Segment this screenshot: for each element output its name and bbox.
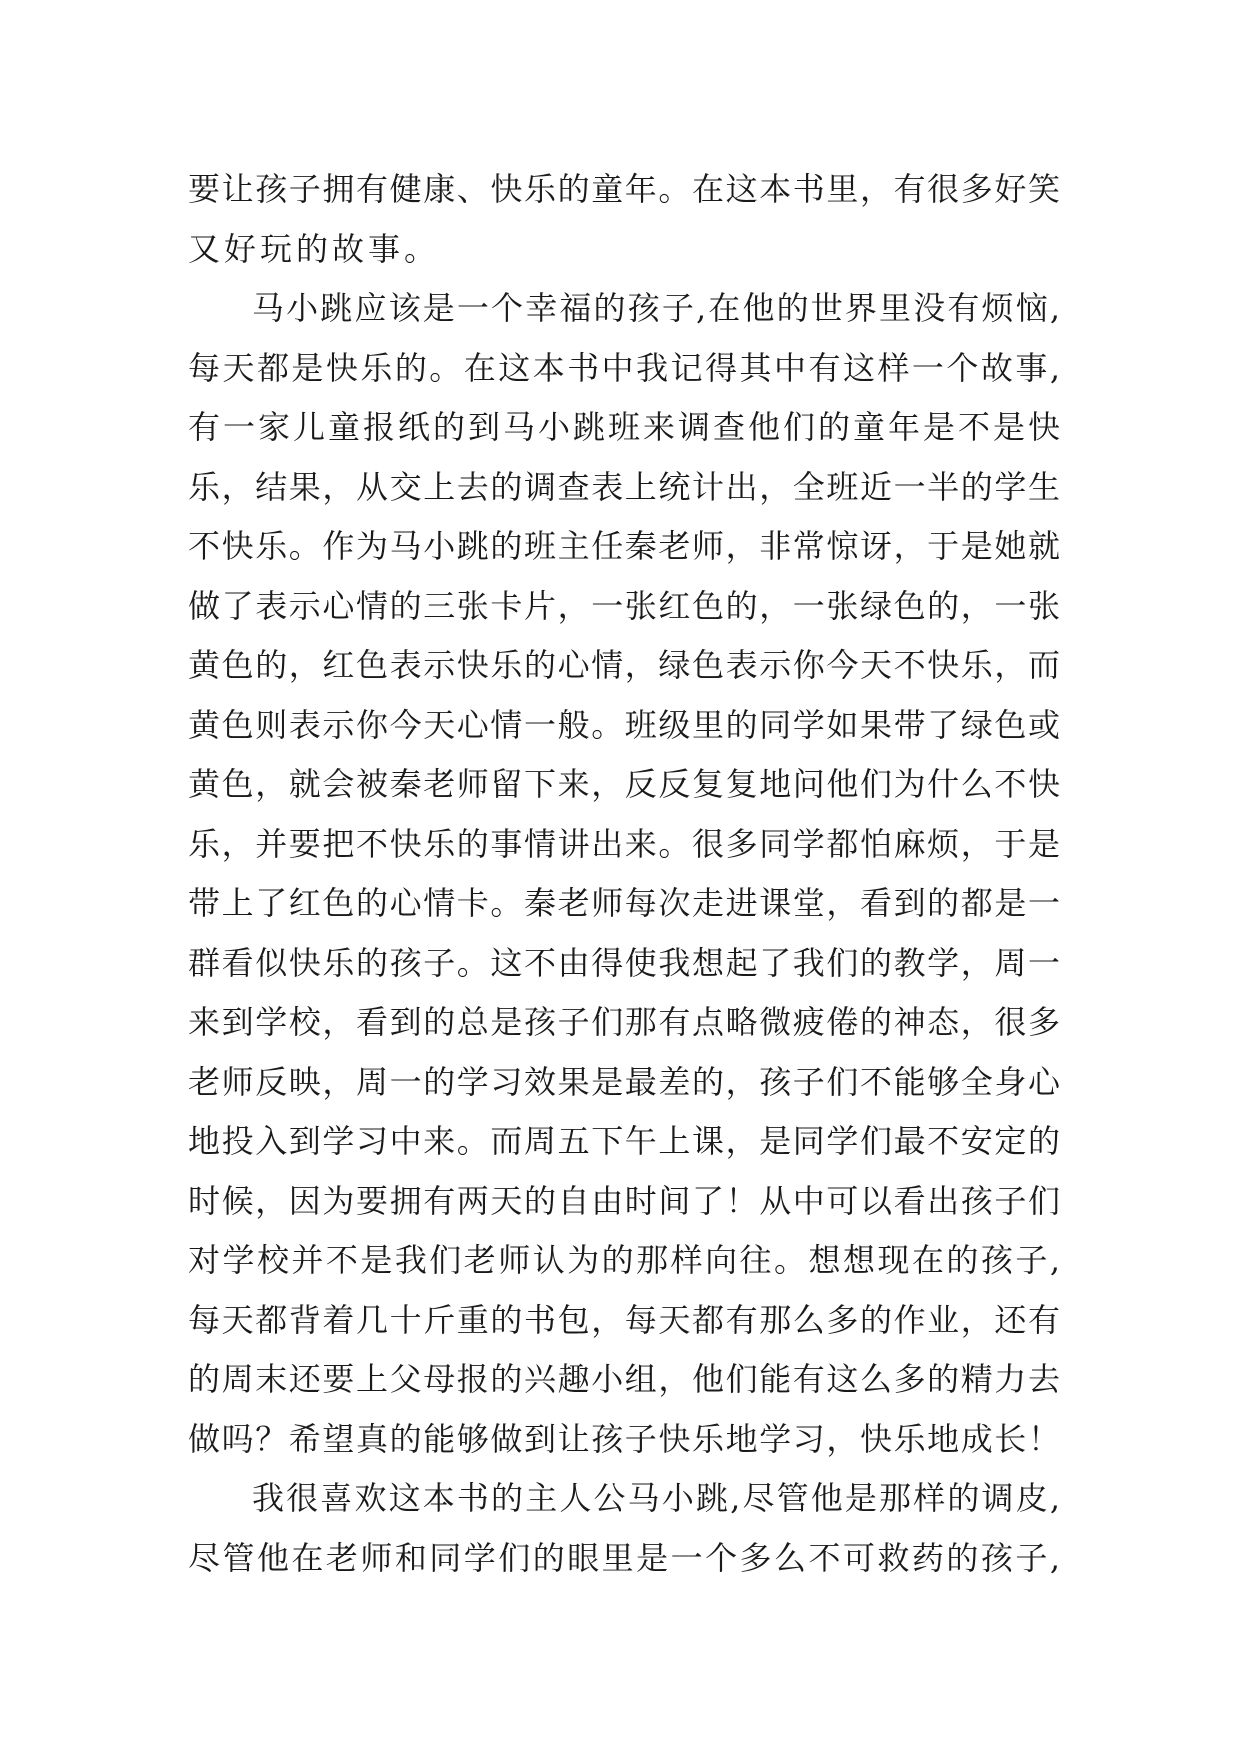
text-line: 尽管他在老师和同学们的眼里是一个多么不可救药的孩子, <box>188 1538 1063 1577</box>
text-line: 要让孩子拥有健康、快乐的童年。在这本书里，有很多好笑 <box>188 170 1062 208</box>
text-line: 老师反映，周一的学习效果是最差的，孩子们不能够全身心 <box>188 1062 1062 1101</box>
text-line: 有一家儿童报纸的到马小跳班来调查他们的童年是不是快 <box>188 408 1063 446</box>
text-line: 地投入到学习中来。而周五下午上课，是同学们最不安定的 <box>188 1122 1062 1160</box>
text-line: 对学校并不是我们老师认为的那样向往。想想现在的孩子, <box>188 1241 1063 1279</box>
text-line: 每天都是快乐的。在这本书中我记得其中有这样一个故事, <box>188 348 1063 387</box>
text-line: 黄色则表示你今天心情一般。班级里的同学如果带了绿色或 <box>188 705 1062 744</box>
text-line: 马小跳应该是一个幸福的孩子,在他的世界里没有烦恼, <box>252 289 1063 327</box>
text-line: 群看似快乐的孩子。这不由得使我想起了我们的教学，周一 <box>188 943 1062 982</box>
text-line: 黄色，就会被秦老师留下来，反反复复地问他们为什么不快 <box>188 765 1062 803</box>
text-line: 乐，并要把不快乐的事情讲出来。很多同学都怕麻烦，于是 <box>188 824 1062 863</box>
text-line: 每天都背着几十斤重的书包，每天都有那么多的作业，还有 <box>188 1300 1062 1339</box>
text-line: 的周末还要上父母报的兴趣小组，他们能有这么多的精力去 <box>188 1360 1062 1398</box>
text-line: 带上了红色的心情卡。秦老师每次走进课堂，看到的都是一 <box>188 884 1062 922</box>
text-line: 做了表示心情的三张卡片，一张红色的，一张绿色的，一张 <box>188 586 1062 625</box>
text-line: 时候，因为要拥有两天的自由时间了！从中可以看出孩子们 <box>188 1181 1062 1220</box>
text-line: 来到学校，看到的总是孩子们那有点略微疲倦的神态，很多 <box>188 1003 1062 1041</box>
text-line: 我很喜欢这本书的主人公马小跳,尽管他是那样的调皮, <box>252 1479 1063 1517</box>
text-line: 乐，结果，从交上去的调查表上统计出，全班近一半的学生 <box>188 467 1062 506</box>
text-line: 又好玩的故事。 <box>188 229 441 268</box>
text-line: 做吗？希望真的能够做到让孩子快乐地学习，快乐地成长！ <box>188 1419 1062 1458</box>
text-line: 不快乐。作为马小跳的班主任秦老师，非常惊讶，于是她就 <box>188 527 1062 565</box>
text-line: 黄色的，红色表示快乐的心情，绿色表示你今天不快乐，而 <box>188 646 1062 684</box>
body-text <box>188 160 1068 1588</box>
